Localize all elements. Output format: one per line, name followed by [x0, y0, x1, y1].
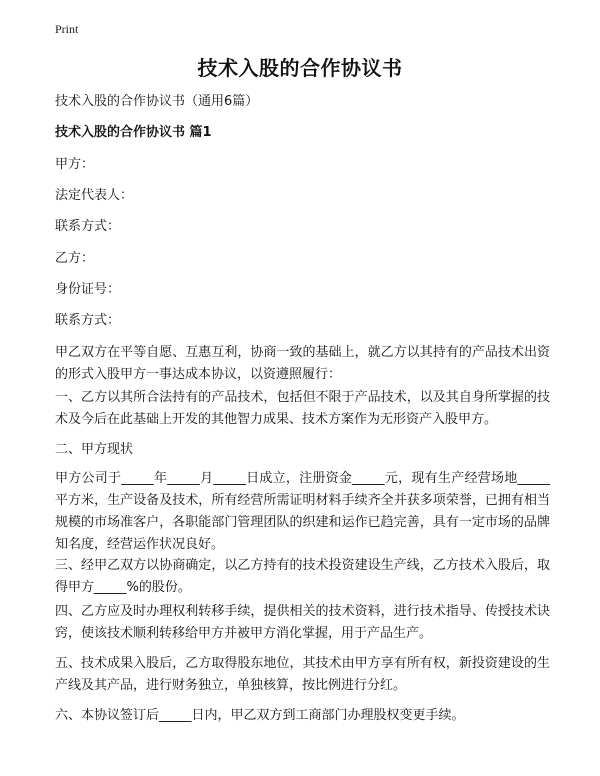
- field-contact-b: 联系方式：: [55, 313, 121, 328]
- field-party-b: 乙方：: [55, 251, 95, 266]
- paragraph-clause-2-heading: 二、甲方现状: [55, 442, 134, 457]
- field-contact-a: 联系方式：: [55, 219, 121, 234]
- document-title: 技术入股的合作协议书: [197, 56, 403, 80]
- paragraph-clause-2-body: 甲方公司于_____年_____月_____日成立，注册资金_____元，现有生产经营场地_____平方米，生产设备及技术，所有经营所需证明材料手续齐全并获多项荣誉，已拥有相当规模的市场准客户，各职能部门管理团队的织建和运作已趋完善，具有一定市场的品牌知名度，经营运作状况良好。: [55, 471, 550, 552]
- document-subtitle: 技术入股的合作协议书（通用6篇）: [55, 94, 259, 109]
- paragraph-intro: 甲乙双方在平等自愿、互惠互利，协商一致的基础上，就乙方以其持有的产品技术出资的形式入股甲方一事达成本协议，以资遵照履行：: [55, 345, 550, 382]
- field-id-number: 身份证号：: [55, 282, 121, 297]
- paragraph-clause-1: 一、乙方以其所合法持有的产品技术，包括但不限于产品技术，以及其自身所掌握的技术及今后在此基础上开发的其他智力成果、技术方案作为无形资产入股甲方。: [55, 390, 550, 427]
- paragraph-clause-3: 三、经甲乙双方以协商确定，以乙方持有的技术投资建设生产线，乙方技术入股后，取得甲方_____%的股份。: [55, 558, 550, 595]
- section-heading: 技术入股的合作协议书 篇1: [55, 125, 212, 140]
- paragraph-clause-5: 五、技术成果入股后，乙方取得股东地位，其技术由甲方享有所有权，新投资建设的生产线及其产品，进行财务独立，单独核算，按比例进行分红。: [55, 656, 550, 693]
- paragraph-clause-4: 四、乙方应及时办理权利转移手续，提供相关的技术资料，进行技术指导、传授技术诀窍，使该技术顺利转移给甲方并被甲方消化掌握，用于产品生产。: [55, 604, 550, 641]
- field-party-a: 甲方：: [55, 157, 95, 172]
- paragraph-clause-6: 六、本协议签订后_____日内，甲乙双方到工商部门办理股权变更手续。: [55, 708, 465, 723]
- print-label: Print: [55, 22, 79, 36]
- field-legal-rep: 法定代表人：: [55, 188, 134, 203]
